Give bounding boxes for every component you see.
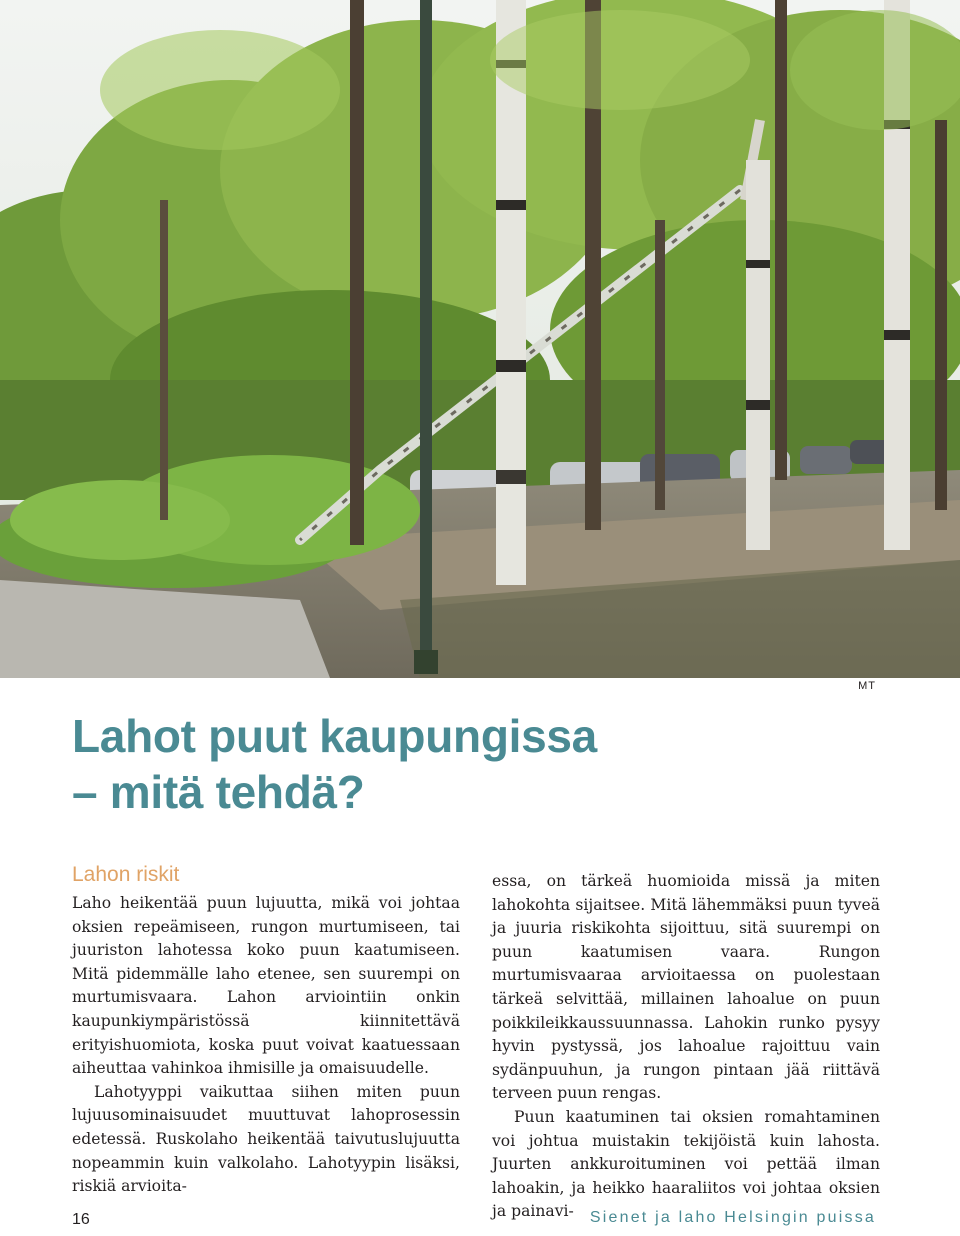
article-title-line-1: Lahot puut kaupungissa [72, 710, 597, 762]
paragraph: essa, on tärkeä huomioida missä ja miten lahokohta sijaitsee. Mitä lähemmäksi puun tyveä ja juuria riskikohta sijoittuu, sitä suurempi on puun kaatumisen vaara. Rungon murtumisvaaraa arvioitaessa on puolestaan tärkeä selvittää, millainen lahoalue on puun poikkileikkaussuunnassa. Lahokin runko pysyy hyvin pystyssä, jos lahoalue rajoittuu vain sydänpuuhun, ja rungon pintaan jää riittävä terveen puun rengas. [492, 872, 880, 1103]
paragraph: Laho heikentää puun lujuutta, mikä voi johtaa oksien repeämiseen, rungon murtumiseen, tai juuriston lahotessa koko puun kaatumiseen. Mitä pidemmälle laho etenee, sen suurempi on murtumisvaara. Lahon arviointiin onkin kaupunkiympäristössä kiinnitettävä erityishuomiota, koska puut voivat kaatuessaan aiheuttaa vahinkoa ihmisille ja omaisuudelle. [72, 894, 460, 1078]
page-number: 16 [72, 1211, 90, 1228]
article-title [72, 708, 597, 820]
paragraph: Lahotyyppi vaikuttaa siihen miten puun lujuusominaisuudet muuttuvat lahoprosessin edetessä. Ruskolaho heikentää taivutuslujuutta nopeammin kuin valkolaho. Lahotyypin lisäksi, riskiä arvioita- [72, 1082, 460, 1196]
publication-title: Sienet ja laho Helsingin puissa [589, 1209, 876, 1226]
photo-credit: MT [858, 680, 876, 692]
section-subheading: Lahon riskit [72, 863, 180, 886]
right-column [492, 870, 880, 1224]
left-column [72, 862, 460, 1199]
paragraph: Puun kaatuminen tai oksien romahtaminen voi johtua muistakin tekijöistä kuin lahosta. Juurten ankkuroituminen voi pettää ilman lahoakin, ja heikko haaraliitos voi johtaa oksien ja painavi- [492, 1107, 880, 1221]
article-title-line-2: – mitä tehdä? [72, 766, 365, 818]
